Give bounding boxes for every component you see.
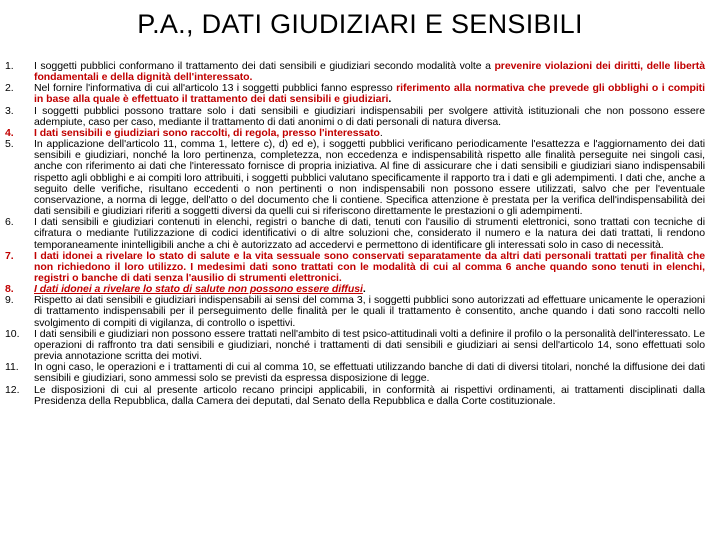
item-number: 1. — [5, 60, 14, 72]
item-number: 11. — [5, 361, 19, 374]
item-text: I soggetti pubblici conformano il trattamento dei dati sensibili e giudiziari secondo modalità volte a — [34, 60, 495, 72]
item-text: Le disposizioni di cui al presente articolo recano principi applicabili, in conformità ai rispettivi ordinamenti, ai trattamenti disciplinati dalla Presidenza della Repubblica, dalla Camera dei deputati, dal Senato della Repubblica e dalla Corte costituzionale. — [34, 383, 705, 407]
article-list — [5, 61, 705, 407]
list-item — [5, 83, 705, 105]
item-text: prevenire violazioni dei diritti, delle libertà fondamentali e della dignità dell'interessato. — [34, 60, 706, 84]
list-item — [5, 295, 705, 328]
item-number: 7. — [5, 249, 14, 262]
item-number: 12. — [5, 383, 20, 396]
item-number: 3. — [5, 104, 14, 117]
list-item — [5, 362, 705, 384]
item-text: I dati idonei a rivelare lo stato di salute e la vita sessuale sono conservati separatamente da altri dati personali trattati per finalità che non richiedono il loro utilizzo. I medesimi dati sono trattati con le modalità di cui al comma 6 anche quando sono tenuti in elenchi, registri o banche di dati senza l'ausilio di strumenti elettronici. — [34, 249, 705, 284]
item-text: I soggetti pubblici possono trattare solo i dati sensibili e giudiziari indispensabili per svolgere attività istituzionali che non possono essere adempiute, caso per caso, mediante il trattamento di dati anonimi o di dati personali di natura diversa. — [34, 104, 705, 128]
list-item — [5, 61, 705, 83]
list-item — [5, 106, 705, 128]
item-text: . — [362, 283, 366, 296]
item-number: 4. — [5, 126, 14, 139]
item-text: I dati sensibili e giudiziari sono raccolti, di regola, presso l'interessato — [34, 126, 380, 139]
item-text: I dati sensibili e giudiziari contenuti in elenchi, registri o banche di dati, tenuti con l'ausilio di strumenti elettronici, sono trattati con tecniche di cifratura o mediante l'utilizzazione di codici identificativi o di altre soluzioni che, considerato il numero e la natura dei dati trattati, li rendono temporaneamente inintelligibili anche a chi è autorizzato ad accedervi e permettono di identificare gli interessati solo in caso di necessità. — [34, 216, 705, 251]
list-item — [5, 385, 705, 407]
list-item — [5, 329, 705, 362]
item-text: Nel fornire l'informativa di cui all'articolo 13 i soggetti pubblici fanno espresso — [34, 82, 397, 95]
item-text: . — [388, 93, 392, 106]
item-text: In ogni caso, le operazioni e i trattamenti di cui al comma 10, se effettuati utilizzando banche di dati di diversi titolari, nonché la diffusione dei dati sensibili e giudiziari, sono ammessi solo se previsti da espressa disposizione di legge. — [34, 361, 705, 385]
item-text: riferimento alla normativa che prevede gli obblighi o i compiti in base alla quale è effettuato il trattamento dei dati sensibili e giudiziari — [34, 82, 705, 106]
list-item — [5, 217, 705, 250]
list-item — [5, 251, 705, 284]
item-number: 8. — [5, 283, 14, 296]
item-text: . — [379, 126, 383, 139]
item-number: 5. — [5, 138, 14, 151]
item-text: I dati sensibili e giudiziari non possono essere trattati nell'ambito di test psico-attitudinali volti a definire il profilo o la personalità dell'interessato. Le operazioni di raffronto tra dati sensibili e giudiziari, nonché i trattamenti di dati sensibili e giudiziari ai sensi dell'articolo 14, sono effettuati solo previa annotazione scritta dei motivi. — [34, 327, 705, 363]
item-number: 9. — [5, 294, 14, 307]
item-text: In applicazione dell'articolo 11, comma 1, lettere c), d) ed e), i soggetti pubblici verificano periodicamente l'esattezza e l'aggiornamento dei dati sensibili e giudiziari, nonché la loro pertinenza, completezza, non eccedenza e indispensabilità rispetto alle finalità perseguite nei singoli casi, anche con riferimento ai dati che l'interessato fornisce di propria iniziativa. Al fine di assicurare che i dati sensibili e giudiziari siano indispensabili rispetto agli obblighi e ai compiti loro attribuiti, i soggetti pubblici valutano specificamente il rapporto tra i dati e gli adempimenti. I dati che, anche a seguito delle verifiche, risultano eccedenti o non pertinenti o non indispensabili non possono essere utilizzati, salvo che per l'eventuale conservazione, a norma di legge, dell'atto o del documento che li contiene. Specifica attenzione è prestata per la verifica dell'indispensabilità dei dati sensibili e giudiziari riferiti a soggetti diversi da quelli cui si riferiscono direttamente le prestazioni o gli adempimenti. — [34, 138, 705, 218]
item-text: Rispetto ai dati sensibili e giudiziari indispensabili ai sensi del comma 3, i soggetti pubblici sono autorizzati ad effettuare unicamente le operazioni di trattamento indispensabili per il perseguimento delle finalità per le quali il trattamento è consentito, anche quando i dati sono raccolti nello svolgimento di compiti di vigilanza, di controllo o ispettivi. — [34, 294, 705, 329]
item-number: 2. — [5, 82, 14, 95]
item-number: 6. — [5, 216, 14, 229]
item-text: I dati idonei a rivelare lo stato di salute non possono essere diffusi — [34, 283, 363, 296]
item-number: 10. — [5, 327, 20, 340]
slide-title: P.A., DATI GIUDIZIARI E SENSIBILI — [137, 9, 583, 39]
list-item — [5, 139, 705, 217]
